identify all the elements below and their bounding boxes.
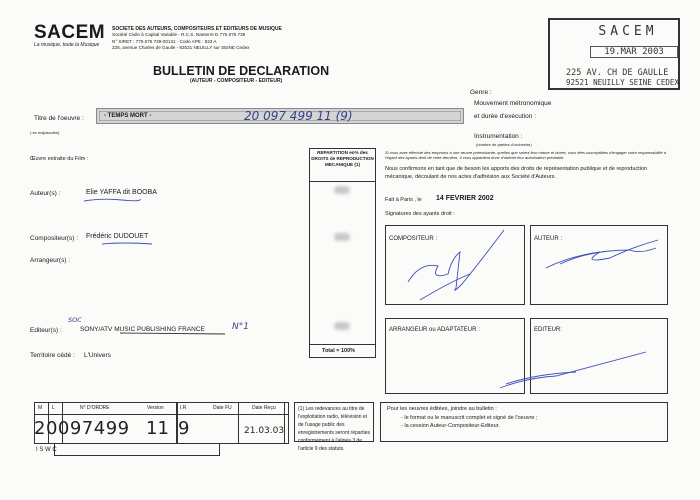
editeur-signature: [496, 348, 656, 394]
territoire-label: Territoire cédé :: [30, 352, 75, 359]
org-line3: N° SIRET : 775 675 739-00131 - Code APE : 923 A: [112, 38, 217, 44]
stamp-name: SACEM: [598, 24, 658, 39]
edition-line1: Pour les oeuvres éditées, joindre au bulletin :: [387, 406, 497, 412]
title-handwritten-code: 20 097 499 11 (9): [244, 109, 353, 123]
confirmation-text: Nous confirmons en tant que de besoin les apports des droits de représentation publique et de reproduction mécanique, découlant de nos actes d'adhésion aux Société d'Auteurs.: [385, 166, 648, 180]
sacem-logo: SACEM: [34, 22, 106, 43]
stamp-date: 19.MAR 2003: [590, 46, 678, 58]
genre-label: Genre :: [470, 89, 492, 96]
header-version: Version: [147, 405, 164, 411]
auteurs-value: Elie YAFFA dit BOOBA: [86, 189, 157, 196]
handwritten-date: 21.03.03: [244, 426, 285, 436]
title-value: - TEMPS MORT -: [104, 113, 152, 119]
header-m: M: [38, 405, 43, 411]
handwritten-order-number: 20097499: [34, 418, 130, 439]
auteur-underline: [82, 196, 142, 206]
compositeurs-value: Frédéric DUDOUET: [86, 233, 149, 240]
signatures-label: Signatures des ayants droit :: [385, 211, 455, 217]
redacted-value: [334, 186, 350, 194]
stamp-address-line2: 92521 NEUILLY SEINE CEDEX: [566, 78, 679, 87]
stamp-address-line1: 225 AV. CH DE GAULLE: [566, 68, 669, 78]
redacted-value: [334, 233, 350, 241]
oeuvre-extraite-label: Œuvre extraite du Film :: [30, 156, 89, 162]
total-divider: [309, 344, 376, 345]
editeurs-handwritten-note: SOC: [68, 316, 82, 324]
header-ir: I.R: [180, 405, 187, 411]
compositeur-underline: [82, 240, 162, 250]
org-name: SOCIETE DES AUTEURS, COMPOSITEURS ET EDITEURS DE MUSIQUE: [112, 26, 282, 32]
editeurs-handwritten-number: N°1: [232, 322, 249, 332]
header-l: L: [52, 405, 55, 411]
fait-label: Fait à Paris , le: [385, 197, 422, 203]
majuscules-hint: ( en majuscules): [30, 130, 60, 135]
instrumentation-label: Instrumentation :: [474, 133, 523, 140]
repartition-header: REPARTITION en% des DROITS de REPRODUCTION MECANIQUE (1): [309, 148, 376, 182]
territoire-value: L'Univers: [84, 352, 111, 359]
table-header-divider: [34, 414, 289, 415]
org-line4: 225, avenue Charles de Gaulle - 92521 NEUILLY sur SEINE Cedex: [112, 45, 250, 51]
page-subtitle: (AUTEUR - COMPOSITEUR - EDITEUR): [190, 78, 283, 84]
org-line2: Société Civile à Capital Variable - R.C.S. Nanterre D 775 675 739: [112, 32, 246, 38]
duree-label: et durée d'exécution :: [474, 113, 536, 120]
titre-label: Titre de l'oeuvre :: [34, 115, 84, 122]
auteur-box-label: AUTEUR :: [534, 236, 563, 242]
auteurs-label: Auteur(s) :: [30, 190, 61, 197]
editeurs-label: Editeur(s) :: [30, 327, 62, 334]
borrowing-disclaimer: Si vous avez effectué des emprunts à une œuvre préexistante, quelles que soient leur nature et durée, vous êtes susceptibles d'engager votre responsabilité à l'égard des ayants droit de cette dernière. Il vous appartient donc d'obtenir leur autorisation préalable.: [385, 150, 666, 160]
header-order: N° D'ORDRE: [80, 405, 110, 411]
instrumentation-hint: (nombre de parties d'orchestre): [476, 142, 532, 147]
editeur-box-label: EDITEUR:: [534, 327, 563, 333]
mouvement-label: Mouvement métronomique: [474, 100, 552, 107]
compositeurs-label: Compositeur(s) :: [30, 235, 79, 242]
edition-line3: - la cession Auteur-Compositeur-Editeur.: [401, 423, 500, 429]
edition-line2: - le format ou le manuscrit complet et signé de l'oeuvre ;: [401, 414, 538, 421]
editeur-strike: [80, 330, 230, 338]
iswc-label: I S W C: [36, 447, 57, 453]
handwritten-ir: 9: [178, 418, 190, 439]
repartition-total: Total = 100%: [322, 348, 356, 354]
tagline: La musique, toute la Musique: [34, 42, 100, 48]
rights-notes: (1) Les redevances au titre de l'exploitation radio, télévision et de l'usage public des enregistrements seront réparties conformément à l'alinéa 3 de l'article 9 des statuts.: [294, 402, 374, 442]
org-info: [112, 26, 342, 52]
compositeur-signature: [400, 222, 510, 306]
auteur-signature: [540, 234, 664, 276]
header-datereceived: Date Reçu: [252, 405, 276, 411]
page-title: BULLETIN DE DECLARATION: [153, 64, 330, 78]
handwritten-version: 11: [146, 418, 169, 439]
header-datefu: Date FU: [213, 405, 232, 411]
fait-date: 14 FEVRIER 2002: [436, 195, 494, 202]
editeurs-value: SONY/ATV MUSIC PUBLISHING FRANCE: [80, 326, 205, 333]
arrangeurs-label: Arrangeur(s) :: [30, 257, 71, 264]
arrangeur-box-label: ARRANGEUR ou ADAPTATEUR :: [389, 327, 480, 333]
redacted-value: [334, 322, 350, 330]
edition-notes: [380, 402, 668, 442]
iswc-box[interactable]: [54, 444, 220, 456]
compositeur-box-label: COMPOSITEUR :: [389, 236, 438, 242]
